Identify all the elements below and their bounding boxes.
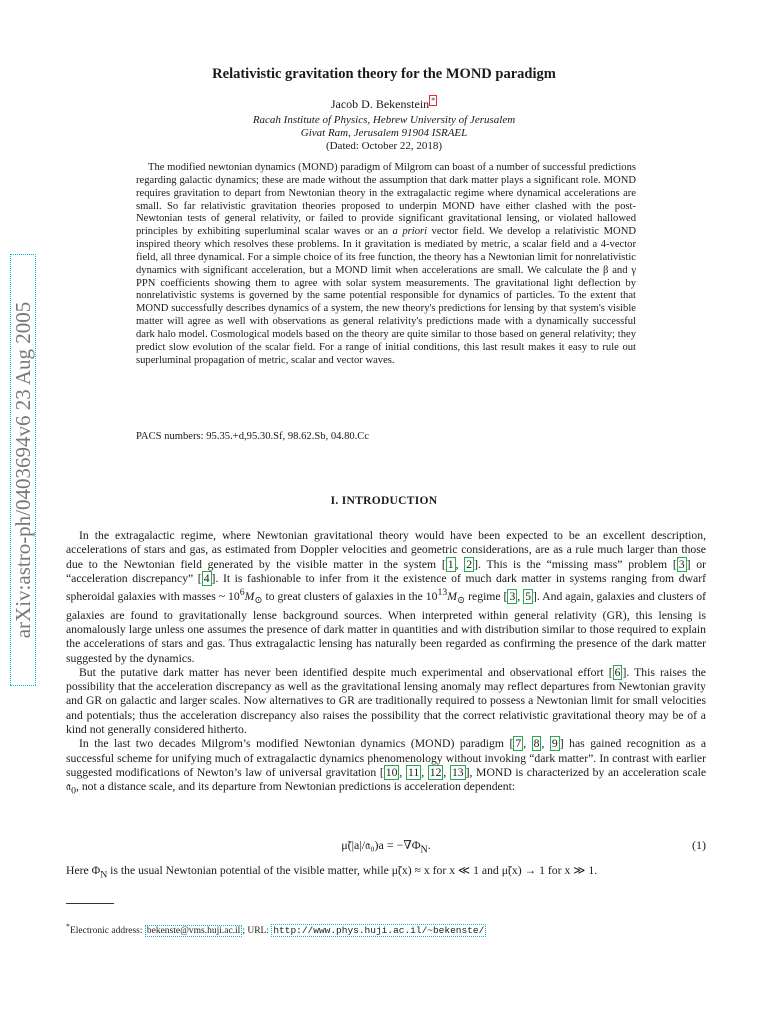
author-line [0, 97, 768, 112]
citation-link[interactable]: 10 [385, 765, 398, 779]
footnote-mark: * [66, 922, 70, 931]
paragraph-after-equation: Here $\Phi_N$ is the usual Newtonian potential of the visible matter, while μ̃(x) ≈ x for x ≪ 1 and μ̃(x) → 1 for x ≫ 1. [66, 864, 598, 881]
equation-1 [66, 838, 706, 854]
citation-link[interactable]: 4 [203, 571, 210, 585]
section-heading-introduction: I. INTRODUCTION [330, 495, 438, 507]
footnote: *Electronic address: bekenste@vms.huji.ac.il ; URL: http://www.phys.huji.ac.il/~bekenste/ [66, 922, 485, 937]
citation-link[interactable]: 12 [429, 765, 442, 779]
abstract: The modified newtonian dynamics (MOND) paradigm of Milgrom can boast of a number of successful predictions regarding galactic dynamics; these are made without the assumption that dark matter plays a significant role. MOND requires gravitation to depart from Newtonian theory in the extragalactic regime where dynamical accelerations are small. So far relativistic gravitation theories proposed to underpin MOND have either clashed with the post-Newtonian tests of general relativity, or failed to provide significant gravitational lensing, or violated hallowed principles by exhibiting superluminal scalar waves or an a priori vector field. We develop a relativistic MOND inspired theory which resolves these problems. In it gravitation is mediated by metric, a scalar field and a 4-vector field, all three dynamical. For a simple choice of its free function, the theory has a Newtonian limit for nonrelativistic dynamics with significant acceleration, but a MOND limit when accelerations are small. We calculate the β and γ PPN coefficients showing them to agree with solar system measurements. The gravitational light deflection by nonrelativistic systems is governed by the same potential responsible for dynamics of particles. To the extent that MOND successfully describes dynamics of a system, the new theory's predictions for lensing by that system's visible matter will agree as well with observations as general relativity's predictions made with a dynamically successful dark halo model. Cosmological models based on the theory are quite similar to those based on general relativity; they predict slow evolution of the scalar field. For a range of initial conditions, this last result makes it easy to rule out superluminal propagation of metric, scalar and vector waves. [136, 162, 636, 366]
citation-link[interactable]: 5 [525, 590, 532, 604]
footnote-divider [66, 903, 114, 904]
paragraph-1: In the extragalactic regime, where Newtonian gravitational theory would have been expected to be an excellent description, accelerations of stars and gas, as estimated from Doppler velocities and geometric considerations, are as a rule much larger than those due to the Newtonian field generated by the visible matter in the system [ 1 , 2 ]. This is the “missing mass” problem [ 3 ] or “acceleration discrepancy” [ 4 ]. It is fashionable to infer from it the existence of much dark matter in systems ranging from dwarf spheroidal galaxies with masses ~ $10^6M_⊙$ to great clusters of galaxies in the $10^{13}M_⊙$ regime [ 3 , 5 ]. And again, galaxies and clusters of galaxies are found to gravitationally lense background sources. When interpreted within general relativity (GR), this lensing is anomalously large unless one assumes the presence of dark matter in quantities and with distribution similar to those required to explain the accelerations of stars and gas. Thus extragalactic lensing has naturally been regarded as confirming the presence of the dark matter suggested by the dynamics. [66, 529, 706, 665]
citation-link[interactable]: 9 [551, 737, 558, 751]
equation-number: (1) [692, 838, 706, 852]
citation-link[interactable]: 3 [509, 590, 516, 604]
citation-link[interactable]: 6 [614, 665, 621, 679]
citation-link[interactable]: 11 [407, 765, 420, 779]
citation-link[interactable]: 2 [466, 557, 473, 571]
introduction-body [66, 529, 706, 799]
citation-link[interactable]: 1 [447, 557, 454, 571]
email-link[interactable]: bekenste@vms.huji.ac.il [146, 926, 241, 937]
paragraph-2: But the putative dark matter has never been identified despite much experimental and observational effort [ 6 ]. This raises the possibility that the acceleration discrepancy as well as the gravitational lensing anomaly may reflect departures from Newtonian gravity and GR on galactic and larger scales. Now alternatives to GR are traditionally required to possess a Newtonian limit for small velocities and potentials; thus the acceleration discrepancy also raises the possibility that the correct relativistic gravitational theory may be of a kind not generally considered hitherto. [66, 665, 706, 737]
author-name: Jacob D. Bekenstein [330, 97, 430, 111]
equation-body: μ̃(|a|/𝔞₀)a = $-\nabla\Phi_N$. [341, 838, 431, 856]
dated-line: (Dated: October 22, 2018) [325, 140, 443, 152]
citation-link[interactable]: 7 [515, 737, 522, 751]
author-footnote-link[interactable]: * [431, 96, 436, 105]
paper-title: Relativistic gravitation theory for the MOND paradigm [212, 66, 556, 82]
citation-link[interactable]: 3 [678, 557, 685, 571]
pacs-numbers: PACS numbers: 95.35.+d,95.30.Sf, 98.62.Sb, 04.80.Cc [136, 431, 370, 442]
citation-link[interactable]: 8 [533, 737, 540, 751]
paragraph-3: In the last two decades Milgrom’s modified Newtonian dynamics (MOND) paradigm [ 7 , 8 , 9 ] has gained recognition as a successful scheme for unifying much of extragalactic dynamics phenomenology without invoking “dark matter”. In contrast with earlier suggested modifications of Newton’s law of universal gravitation [ 10 , 11 , 12 , 13 ], MOND is characterized by an acceleration scale 𝔞$_0$, not a distance scale, and its departure from Newtonian predictions is acceleration dependent: [66, 737, 707, 797]
homepage-url-link[interactable]: http://www.phys.huji.ac.il/~bekenste/ [273, 925, 485, 937]
arxiv-identifier-stamp[interactable]: arXiv:astro-ph/0403694v6 23 Aug 2005 [10, 254, 36, 686]
affiliation-line-1: Racah Institute of Physics, Hebrew University of Jerusalem [252, 114, 516, 126]
affiliation-line-2: Givat Ram, Jerusalem 91904 ISRAEL [300, 127, 468, 139]
citation-link[interactable]: 13 [451, 765, 464, 779]
